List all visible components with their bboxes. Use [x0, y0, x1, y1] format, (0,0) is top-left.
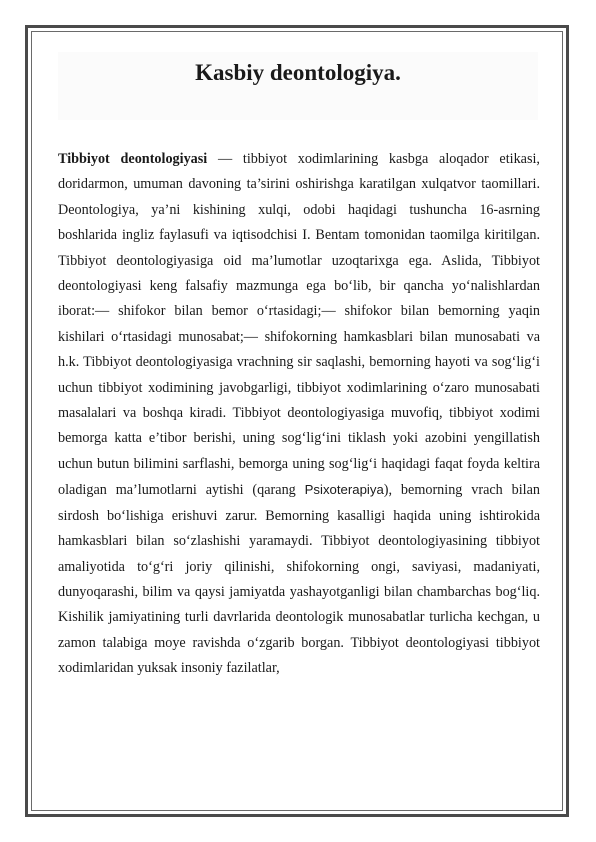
paragraph-text-part2: ), bemorning vrach bilan sirdosh bo‘lishiga erishuvi zarur. Bemorning kasalligi haqida uning ishtirokida hamkasblari bilan so‘zlashishi yaramaydi. Tibbiyot deontologiyasining tibbiyot amaliyotida to‘g‘ri joriy qilinishi, shifokorning ongi, saviyasi, madaniyati, dunyoqarashi, bilim va qaysi jamiyatda yashayotganligi bilan chambarchas bog‘liq. Kishilik jamiyatining turli davrlarida deontologik munosabatlar turlicha kechgan, u zamon talabiga moye ravishda o‘zgarib borgan. Tibbiyot deontologiyasi tibbiyot xodimlaridan yuksak insoniy fazilatlar,	[58, 482, 540, 677]
defined-term: Tibbiyot deontologiyasi	[58, 151, 208, 167]
paragraph-text-part1: — tibbiyot xodimlarining kasbga aloqador etikasi, doridarmon, umuman davoning ta’sirini oshirishga karatilgan xulqatvor taomillari. Deontologiya, ya’ni kishining xulqi, odobi haqidagi tushuncha 16-asrning boshlarida ingliz faylasufi va iqtisodchisi I. Bentam tomonidan taomilga kiritilgan. Tibbiyot deontologiyasiga oid ma’lumotlar uzoqtarixga ega. Aslida, Tibbiyot deontologiyasi keng falsafiy mazmunga ega bo‘lib, bir qancha yo‘nalishlardan iborat:— shifokor bilan bemor o‘rtasidagi;— shifokor bilan bemorning yaqin kishilari o‘rtasidagi munosabat;— shifokorning hamkasblari bilan munosabati va h.k. Tibbiyot deontologiyasiga vrachning sir saqlashi, bemorning hayoti va sog‘lig‘i uchun tibbiyot xodimining javobgarligi, tibbiyot xodimlarining o‘zaro munosabati masalalari va boshqa kiradi. Tibbiyot deontologiyasiga muvofiq, tibbiyot xodimi bemorga katta e’tibor berishi, uning sog‘lig‘ini tiklash yoki azobini yengillatish uchun butun bilimini sarflashi, bemorga uning sog‘lig‘i haqidagi faqat foyda keltira oladigan ma’lumotlarni aytishi (qarang	[58, 151, 540, 499]
document-title: Kasbiy deontologiya.	[195, 60, 401, 85]
body-paragraph	[58, 147, 540, 682]
psixoterapiya-link[interactable]: Psixoterapiya	[304, 482, 384, 498]
